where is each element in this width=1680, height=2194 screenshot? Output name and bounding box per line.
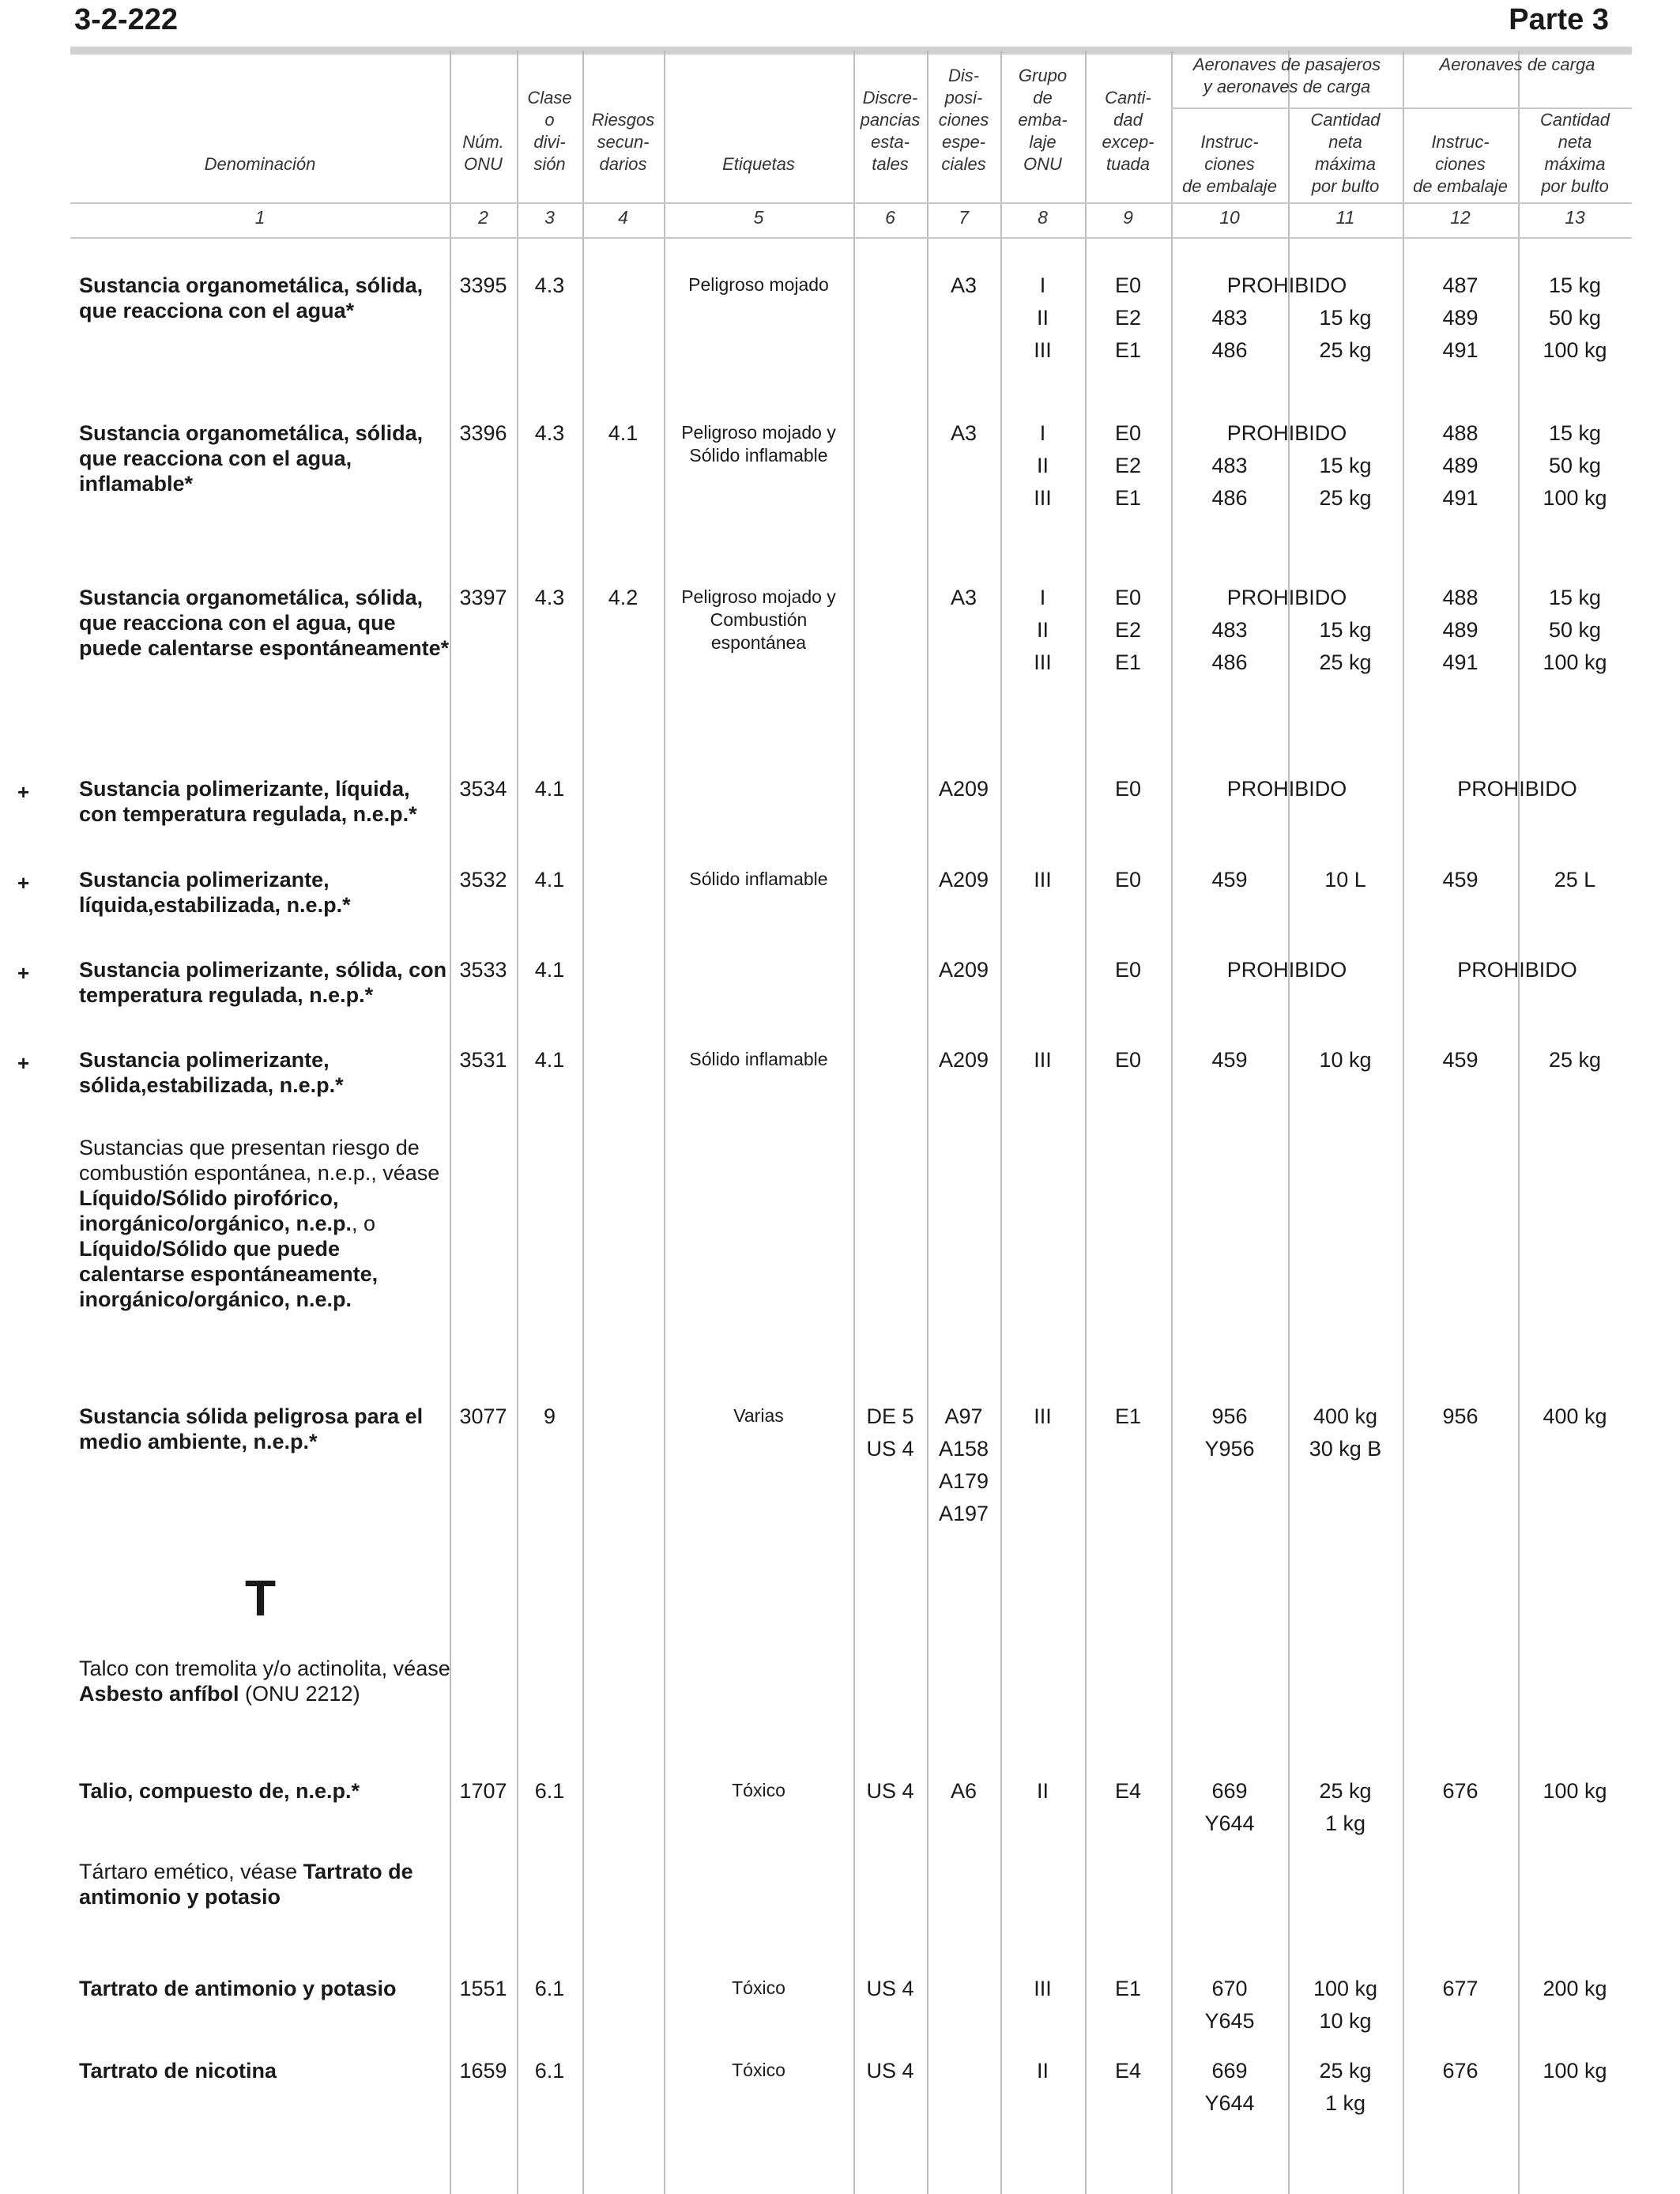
substance-name: Sustancia polimerizante, sólida,estabilizada, n.e.p.* <box>79 1048 344 1097</box>
excepted-quantity: E0 E2 E1 <box>1114 586 1142 674</box>
substance-name: Sustancia polimerizante, sólida, con temperatura regulada, n.e.p.* <box>79 958 447 1007</box>
column-divider <box>1085 51 1087 2194</box>
header-discrepancias: Discre- pancias esta- tales <box>860 88 921 174</box>
subsidiary-risk: 4.1 <box>608 421 638 445</box>
header-bottom-rule <box>70 202 1632 204</box>
substance-name: Sustancia organometálica, sólida, que reacciona con el agua* <box>79 273 424 322</box>
passenger-max-quantity: 100 kg 10 kg <box>1313 1977 1378 2033</box>
cargo-max-quantity: 25 L <box>1554 868 1596 892</box>
cargo-packing-instruction: 459 <box>1442 868 1478 892</box>
excepted-quantity: E1 <box>1114 1977 1142 2000</box>
packing-group: I II III <box>1034 273 1052 362</box>
packing-group: III <box>1034 868 1052 892</box>
packing-group: III <box>1034 1048 1052 1072</box>
hazard-label: Varias <box>733 1405 784 1426</box>
part-label: Parte 3 <box>1509 3 1609 36</box>
un-number: 1551 <box>459 1977 507 2000</box>
excepted-quantity: E0 <box>1114 1048 1142 1072</box>
cargo-packing-instruction: 677 <box>1442 1977 1478 2000</box>
special-provisions: A6 <box>950 1779 977 1803</box>
substance-name: Sustancia polimerizante, líquida, con temperatura regulada, n.e.p.* <box>79 777 417 826</box>
hazard-class: 4.1 <box>534 958 565 982</box>
column-divider <box>927 51 929 2194</box>
header-denominacion: Denominación <box>204 154 316 174</box>
column-divider <box>1518 51 1520 2194</box>
special-provisions: A3 <box>950 273 977 297</box>
passenger-max-quantity: 10 kg <box>1319 1048 1372 1072</box>
cargo-max-quantity: 15 kg 50 kg 100 kg <box>1543 421 1607 510</box>
column-number: 12 <box>1450 207 1471 228</box>
state-variation: US 4 <box>866 2059 914 2083</box>
un-number: 3077 <box>459 1404 507 1428</box>
section-letter: T <box>245 1570 277 1627</box>
substance-name: Sustancia organometálica, sólida, que reacciona con el agua, que puede calentarse espontáneamente* <box>79 586 450 660</box>
header-instrucciones-pasajeros: Instruc- ciones de embalaje <box>1182 132 1277 196</box>
packing-group: I II III <box>1034 421 1052 510</box>
un-number: 3532 <box>459 868 507 892</box>
un-number: 3533 <box>459 958 507 982</box>
cargo-max-quantity: 15 kg 50 kg 100 kg <box>1543 586 1607 674</box>
passenger-packing-instruction: 483 486 <box>1211 306 1248 362</box>
hazard-class: 4.1 <box>534 1048 565 1072</box>
passenger-packing-instruction: 669 Y644 <box>1204 2059 1255 2115</box>
column-number: 6 <box>885 207 895 228</box>
excepted-quantity: E0 E2 E1 <box>1114 421 1142 510</box>
hazard-class: 6.1 <box>534 1779 565 1803</box>
hazard-class: 4.3 <box>534 421 565 445</box>
passenger-max-quantity: 15 kg 25 kg <box>1319 454 1372 510</box>
un-number: 3396 <box>459 421 507 445</box>
packing-group: II <box>1036 1779 1049 1803</box>
header-disposiciones: Dis- posi- ciones espe- ciales <box>938 66 989 174</box>
state-variation: US 4 <box>866 1779 914 1803</box>
excepted-quantity: E0 E2 E1 <box>1114 273 1142 362</box>
passenger-packing-instruction: 459 <box>1211 1048 1248 1072</box>
un-number: 1707 <box>459 1779 507 1803</box>
revision-marker: + <box>17 961 30 985</box>
hazard-class: 6.1 <box>534 2059 565 2083</box>
cargo-packing-instruction: 676 <box>1442 2059 1478 2083</box>
hazard-label: Sólido inflamable <box>689 1049 828 1069</box>
note-tartaro: Tártaro emético, véase Tartrato de antimonio y potasio <box>79 1860 413 1909</box>
header-riesgos: Riesgos secun- darios <box>591 110 655 174</box>
column-divider <box>582 51 584 2194</box>
cargo-max-quantity: 15 kg 50 kg 100 kg <box>1543 273 1607 362</box>
cargo-packing-instruction: 488 489 491 <box>1442 421 1478 510</box>
passenger-packing-instruction: 956 Y956 <box>1204 1404 1255 1461</box>
column-number: 4 <box>618 207 628 228</box>
un-number: 3395 <box>459 273 507 297</box>
passenger-packing-instruction: 670 Y645 <box>1204 1977 1255 2033</box>
special-provisions: A209 <box>938 1048 989 1072</box>
cargo-packing-instruction: 956 <box>1442 1404 1478 1428</box>
column-number: 2 <box>478 207 488 228</box>
hazard-label: Tóxico <box>732 2060 785 2080</box>
hazard-class: 4.1 <box>534 777 565 801</box>
excepted-quantity: E1 <box>1114 1404 1142 1428</box>
substance-name: Sustancia sólida peligrosa para el medio ambiente, n.e.p.* <box>79 1404 424 1453</box>
cargo-packing-instruction: 488 489 491 <box>1442 586 1478 674</box>
special-provisions: A209 <box>938 777 989 801</box>
substance-name: Sustancia polimerizante, líquida,estabilizada, n.e.p.* <box>79 868 351 917</box>
header-cantidad-pasajeros: Cantidad neta máxima por bulto <box>1310 110 1381 196</box>
packing-group: I II III <box>1034 586 1052 674</box>
cargo-max-quantity: 100 kg <box>1543 1779 1607 1803</box>
passenger-packing-instruction: 459 <box>1211 868 1248 892</box>
hazard-class: 4.3 <box>534 586 565 609</box>
header-instrucciones-carga: Instruc- ciones de embalaje <box>1413 132 1508 196</box>
cargo-prohibited: PROHIBIDO <box>1457 777 1577 801</box>
state-variation: US 4 <box>866 1977 914 2000</box>
column-number: 10 <box>1219 207 1240 228</box>
special-provisions: A209 <box>938 868 989 892</box>
passenger-packing-instruction: 483 486 <box>1211 454 1248 510</box>
passenger-prohibited: PROHIBIDO <box>1226 273 1347 297</box>
excepted-quantity: E4 <box>1114 2059 1142 2083</box>
substance-name: Talio, compuesto de, n.e.p.* <box>79 1779 360 1803</box>
hazard-label: Tóxico <box>732 1780 785 1800</box>
header-etiquetas: Etiquetas <box>722 154 795 174</box>
revision-marker: + <box>17 780 30 804</box>
un-number: 3397 <box>459 586 507 609</box>
packing-group: III <box>1034 1977 1052 2000</box>
column-numbers-rule <box>70 237 1632 239</box>
packing-group: II <box>1036 2059 1049 2083</box>
column-divider <box>1288 51 1290 2194</box>
column-number: 9 <box>1123 207 1133 228</box>
hazard-class: 9 <box>543 1404 556 1428</box>
revision-marker: + <box>17 1051 30 1075</box>
note-talco: Talco con tremolita y/o actinolita, véase Asbesto anfíbol (ONU 2212) <box>79 1657 450 1706</box>
special-provisions: A97 A158 A179 A197 <box>938 1404 989 1525</box>
passenger-prohibited: PROHIBIDO <box>1226 421 1347 445</box>
packing-group: III <box>1034 1404 1052 1428</box>
substance-name: Tartrato de antimonio y potasio <box>79 1977 397 2000</box>
hazard-label: Sólido inflamable <box>689 869 828 889</box>
column-number: 8 <box>1038 207 1048 228</box>
passenger-prohibited: PROHIBIDO <box>1226 586 1347 609</box>
cargo-max-quantity: 200 kg <box>1543 1977 1607 2000</box>
substance-name: Tartrato de nicotina <box>79 2059 277 2083</box>
page-number: 3-2-222 <box>74 3 178 36</box>
header-num-onu: Núm. ONU <box>462 132 504 174</box>
passenger-packing-instruction: 669 Y644 <box>1204 1779 1255 1835</box>
hazard-label: Tóxico <box>732 1977 785 1998</box>
excepted-quantity: E4 <box>1114 1779 1142 1803</box>
un-number: 3534 <box>459 777 507 801</box>
substance-name: Sustancia organometálica, sólida, que reacciona con el agua, inflamable* <box>79 421 424 496</box>
excepted-quantity: E0 <box>1114 868 1142 892</box>
passenger-max-quantity: 15 kg 25 kg <box>1319 618 1372 674</box>
header-clase: Clase o divi- sión <box>527 88 572 174</box>
hazard-class: 6.1 <box>534 1977 565 2000</box>
passenger-max-quantity: 25 kg 1 kg <box>1319 1779 1372 1835</box>
excepted-quantity: E0 <box>1114 958 1142 982</box>
hazard-label: Peligroso mojado y Sólido inflamable <box>681 422 836 466</box>
un-number: 1659 <box>459 2059 507 2083</box>
column-divider <box>1000 51 1002 2194</box>
hazard-label: Peligroso mojado <box>688 274 829 295</box>
passenger-packing-instruction: 483 486 <box>1211 618 1248 674</box>
cargo-packing-instruction: 676 <box>1442 1779 1478 1803</box>
special-provisions: A209 <box>938 958 989 982</box>
passenger-prohibited: PROHIBIDO <box>1226 958 1347 982</box>
column-divider <box>517 51 518 2194</box>
header-cantidad-carga: Cantidad neta máxima por bulto <box>1539 110 1610 196</box>
passenger-max-quantity: 15 kg 25 kg <box>1319 306 1372 362</box>
passenger-max-quantity: 25 kg 1 kg <box>1319 2059 1372 2115</box>
column-number: 11 <box>1335 207 1355 228</box>
column-number: 7 <box>959 207 969 228</box>
excepted-quantity: E0 <box>1114 777 1142 801</box>
header-pasajeros-group: Aeronaves de pasajeros y aeronaves de carga <box>1192 55 1381 96</box>
special-provisions: A3 <box>950 421 977 445</box>
column-divider <box>664 51 665 2194</box>
column-number: 3 <box>544 207 555 228</box>
subsidiary-risk: 4.2 <box>608 586 638 609</box>
column-divider <box>853 51 855 2194</box>
hazard-class: 4.1 <box>534 868 565 892</box>
cargo-max-quantity: 100 kg <box>1543 2059 1607 2083</box>
hazard-class: 4.3 <box>534 273 565 297</box>
un-number: 3531 <box>459 1048 507 1072</box>
passenger-prohibited: PROHIBIDO <box>1226 777 1347 801</box>
header-carga-group: Aeronaves de carga <box>1439 55 1595 74</box>
cargo-max-quantity: 25 kg <box>1548 1048 1602 1072</box>
column-number: 5 <box>753 207 764 228</box>
passenger-max-quantity: 400 kg 30 kg B <box>1309 1404 1382 1461</box>
cargo-packing-instruction: 487 489 491 <box>1442 273 1478 362</box>
column-number: 13 <box>1565 207 1585 228</box>
column-divider <box>1171 51 1173 2194</box>
cargo-packing-instruction: 459 <box>1442 1048 1478 1072</box>
header-cantidad-exceptuada: Canti- dad excep- tuada <box>1102 88 1155 174</box>
passenger-max-quantity: 10 L <box>1324 868 1366 892</box>
cargo-max-quantity: 400 kg <box>1543 1404 1607 1428</box>
column-divider <box>1403 51 1404 2194</box>
header-grupo-embalaje: Grupo de emba- laje ONU <box>1018 66 1068 174</box>
special-provisions: A3 <box>950 586 977 609</box>
revision-marker: + <box>17 871 30 895</box>
note-combustion: Sustancias que presentan riesgo de combustión espontánea, n.e.p., véase Líquido/Sólido pirofórico, inorgánico/orgánico, n.e.p., o Líquido/Sólido que puede calentarse espontáneamente, inorgánico/orgánico, n.e.p. <box>79 1136 440 1311</box>
column-number: 1 <box>254 207 266 228</box>
hazard-label: Peligroso mojado y Combustión espontánea <box>681 586 836 653</box>
state-variation: DE 5 US 4 <box>866 1404 914 1461</box>
cargo-prohibited: PROHIBIDO <box>1457 958 1577 982</box>
